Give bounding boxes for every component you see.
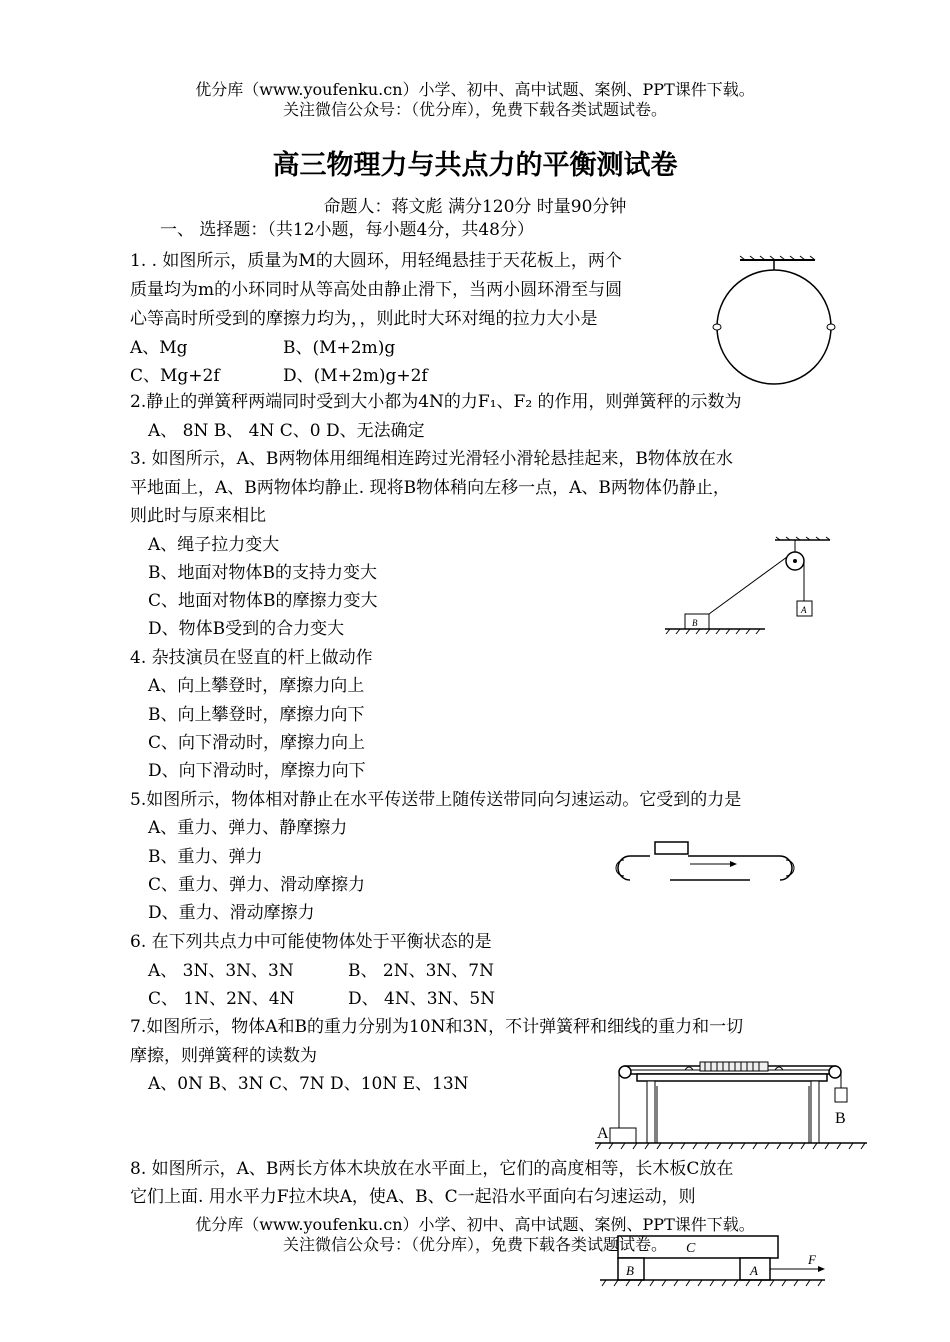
q1-option-c: C、Mg+2f: [130, 366, 220, 386]
exam-info: 命题人：蒋文彪 满分120分 时量90分钟: [323, 197, 627, 217]
footer-line-1: 优分库（www.youfenku.cn）小学、初中、高中试题、案例、PPT课件下载。: [195, 1215, 755, 1234]
q3-label-b: B: [692, 618, 698, 628]
q1-ring-figure: [725, 255, 835, 385]
q3-option-b: B、地面对物体B的支持力变大: [148, 563, 377, 583]
section-heading: 一、 选择题：（共12小题，每小题4分，共48分）: [160, 220, 534, 240]
q4-option-c: C、向下滑动时，摩擦力向上: [148, 733, 366, 753]
q7-options: A、0N B、3N C、7N D、10N E、13N: [148, 1074, 469, 1094]
q7-table-scale-figure: [595, 1058, 870, 1153]
q3-text-3: 则此时与原来相比: [130, 506, 266, 526]
q1-option-a: A、Mg: [130, 338, 188, 358]
q3-pulley-figure: [665, 537, 835, 639]
q6-text: 6. 在下列共点力中可能使物体处于平衡状态的是: [130, 932, 492, 952]
q4-option-d: D、向下滑动时，摩擦力向下: [148, 761, 366, 781]
q5-option-c: C、重力、弹力、滑动摩擦力: [148, 875, 366, 895]
q3-option-a: A、绳子拉力变大: [148, 535, 280, 555]
q6-option-a: A、 3N、3N、3N: [148, 961, 294, 981]
q6-option-b: B、 2N、3N、7N: [348, 961, 494, 981]
q7-label-b: B: [835, 1110, 846, 1127]
header-line-2: 关注微信公众号：（优分库），免费下载各类试题试卷。: [282, 100, 667, 119]
q1-option-b: B、(M+2m)g: [283, 338, 396, 358]
page-title: 高三物理力与共点力的平衡测试卷: [272, 150, 678, 181]
q3-text-1: 3. 如图所示，A、B两物体用细绳相连跨过光滑轻小滑轮悬挂起来，B物体放在水: [130, 449, 733, 469]
q6-option-d: D、 4N、3N、5N: [348, 989, 496, 1009]
q4-option-a: A、向上攀登时，摩擦力向上: [148, 676, 365, 696]
q7-text-1: 7.如图所示，物体A和B的重力分别为10N和3N，不计弹簧秤和细线的重力和一切: [130, 1017, 744, 1037]
q3-text-2: 平地面上，A、B两物体均静止. 现将B物体稍向左移一点，A、B两物体仍静止，: [130, 478, 730, 498]
q8-text-1: 8. 如图所示，A、B两长方体木块放在水平面上，它们的高度相等，长木板C放在: [130, 1159, 734, 1179]
q2-text: 2.静止的弹簧秤两端同时受到大小都为4N的力F₁、F₂ 的作用，则弹簧秤的示数为: [130, 392, 742, 412]
q8-label-c: C: [686, 1241, 696, 1256]
q8-label-a: A: [750, 1263, 758, 1278]
q3-label-a: A: [801, 605, 807, 615]
q4-text: 4. 杂技演员在竖直的杆上做动作: [130, 648, 373, 668]
q1-text-1: 1. . 如图所示，质量为M的大圆环，用轻绳悬挂于天花板上，两个: [130, 251, 622, 271]
q7-label-a: A: [597, 1125, 609, 1142]
q8-label-b: B: [626, 1263, 634, 1278]
q3-option-d: D、物体B受到的合力变大: [148, 619, 345, 639]
q1-text-3: 心等高时所受到的摩擦力均为，，则此时大环对绳的拉力大小是: [130, 309, 598, 329]
q5-text: 5.如图所示，物体相对静止在水平传送带上随传送带同向匀速运动。它受到的力是: [130, 790, 742, 810]
q6-option-c: C、 1N、2N、4N: [148, 989, 295, 1009]
q2-options: A、 8N B、 4N C、0 D、无法确定: [148, 421, 425, 441]
q1-text-2: 质量均为m的小环同时从等高处由静止滑下，当两小圆环滑至与圆: [130, 280, 623, 300]
q3-option-c: C、地面对物体B的摩擦力变大: [148, 591, 378, 611]
q8-text-2: 它们上面. 用水平力F拉木块A，使A、B、C一起沿水平面向右匀速运动，则: [130, 1187, 696, 1207]
q5-option-a: A、重力、弹力、静摩擦力: [148, 818, 348, 838]
header-line-1: 优分库（www.youfenku.cn）小学、初中、高中试题、案例、PPT课件下载。: [195, 80, 755, 99]
q8-label-f: F: [808, 1252, 816, 1267]
q5-conveyor-figure: [610, 840, 805, 885]
q1-option-d: D、(M+2m)g+2f: [283, 366, 428, 386]
q5-option-d: D、重力、滑动摩擦力: [148, 903, 315, 923]
footer-line-2: 关注微信公众号：（优分库），免费下载各类试题试卷。: [282, 1235, 667, 1254]
q5-option-b: B、重力、弹力: [148, 847, 263, 867]
q7-text-2: 摩擦，则弹簧秤的读数为: [130, 1046, 317, 1066]
q4-option-b: B、向上攀登时，摩擦力向下: [148, 705, 365, 725]
